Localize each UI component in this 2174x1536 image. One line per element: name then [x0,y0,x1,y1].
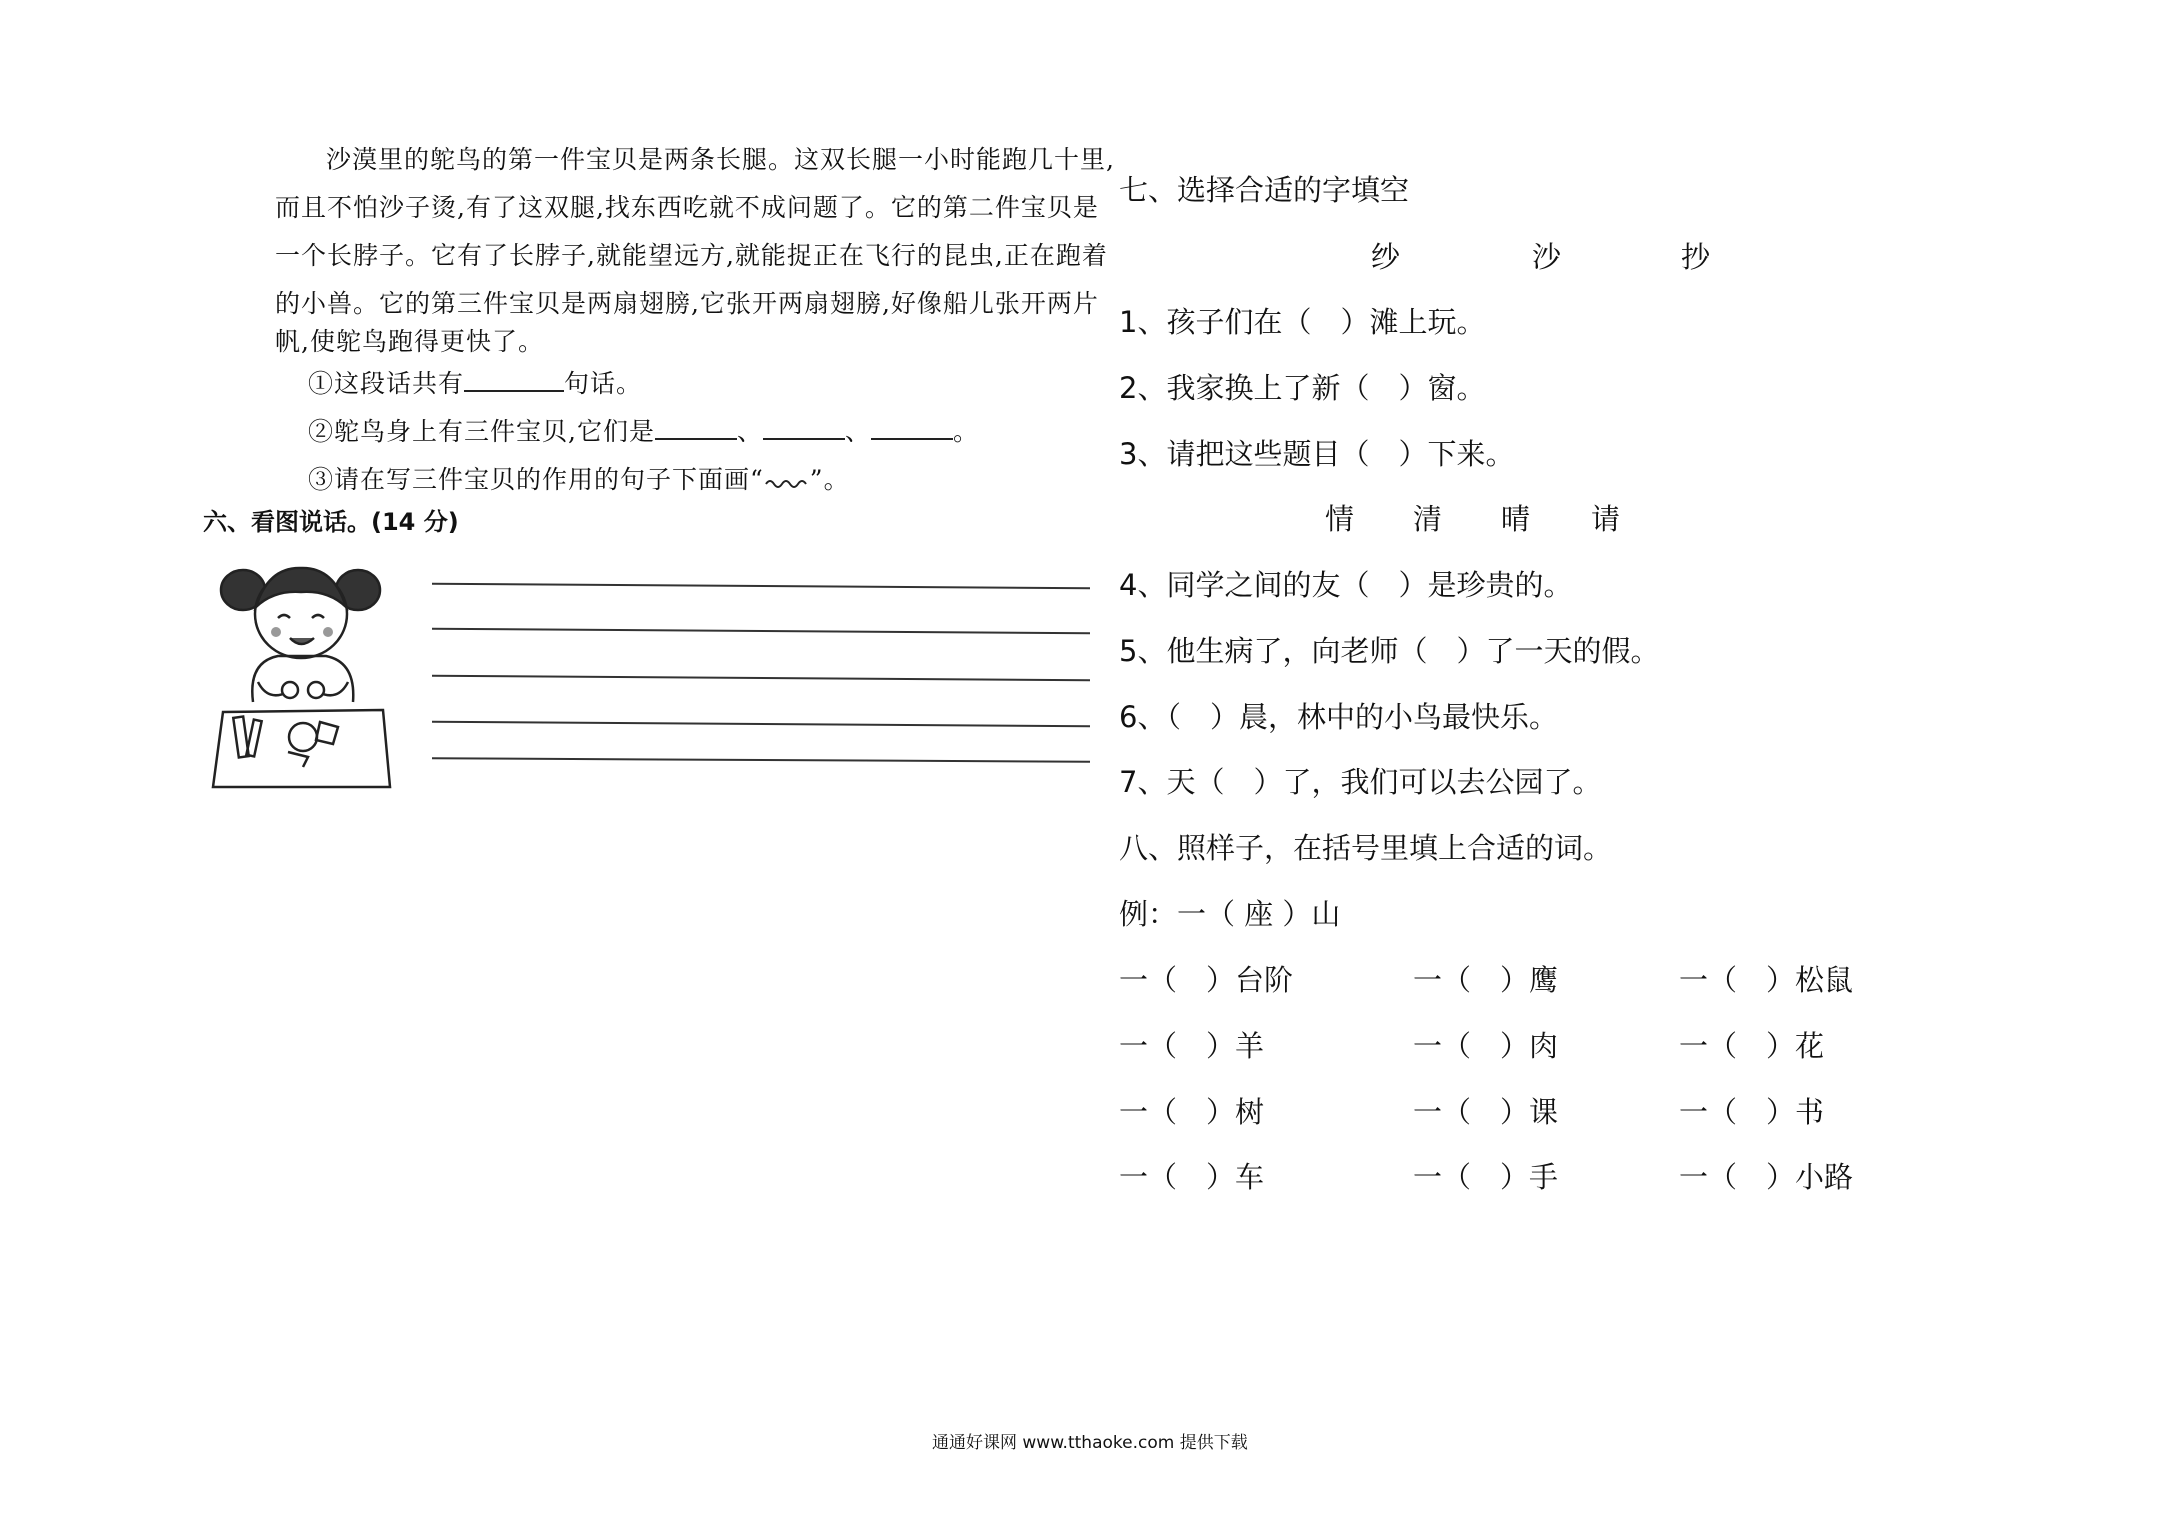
writing-line[interactable] [432,757,1090,762]
question-3 [308,460,850,496]
section7-title: 七、选择合适的字填空 [1119,173,1410,207]
section7-group2-char-2: 清 [1413,502,1443,536]
section8-example: 例：一（ 座 ）山 [1119,897,1341,931]
section7-group2-char-3: 晴 [1501,502,1531,536]
wavy-underline-icon [764,475,810,489]
passage-line-2: 而且不怕沙子烫,有了这双腿,找东西吃就不成问题了。它的第二件宝贝是 [275,193,1099,222]
section7-group1-char-1: 纱 [1371,240,1401,274]
answer-blank[interactable] [871,416,953,440]
question-1 [308,364,642,400]
section6-title: 六、看图说话。(14 分) [203,508,459,536]
section7-group2-char-4: 请 [1591,502,1621,536]
passage-line-5: 帆,使鸵鸟跑得更快了。 [275,327,544,356]
answer-blank[interactable] [464,368,564,392]
writing-line[interactable] [432,628,1090,635]
writing-line[interactable] [432,721,1090,728]
section7-item-2: 2、我家换上了新（ ）窗。 [1119,371,1486,405]
section8-cell: 一（ ）小路 [1679,1160,1854,1194]
section8-cell: 一（ ）羊 [1119,1029,1265,1063]
passage-line-4: 的小兽。它的第三件宝贝是两扇翅膀,它张开两扇翅膀,好像船儿张开两片 [275,289,1099,318]
section7-group2-char-1: 情 [1325,502,1355,536]
section8-cell: 一（ ）树 [1119,1095,1265,1129]
answer-blank[interactable] [655,416,737,440]
section8-cell: 一（ ）手 [1413,1160,1559,1194]
section8-cell: 一（ ）花 [1679,1029,1825,1063]
question-2-end: 。 [952,417,979,446]
girl-drawing-icon [208,552,398,792]
section8-cell: 一（ ）松鼠 [1679,963,1854,997]
section8-cell: 一（ ）肉 [1413,1029,1559,1063]
passage-line-1: 沙漠里的鸵鸟的第一件宝贝是两条长腿。这双长腿一小时能跑几十里, [326,145,1115,174]
section8-cell: 一（ ）台阶 [1119,963,1294,997]
section8-cell: 一（ ）车 [1119,1160,1265,1194]
section7-item-5: 5、他生病了，向老师（ ）了一天的假。 [1119,634,1660,668]
writing-line[interactable] [432,675,1090,682]
section7-item-3: 3、请把这些题目（ ）下来。 [1119,437,1515,471]
section7-item-7: 7、天（ ）了，我们可以去公园了。 [1119,765,1602,799]
question-2-sep-1: 、 [736,417,763,446]
section7-item-6: 6、（ ）晨，林中的小鸟最快乐。 [1119,700,1558,734]
section8-cell: 一（ ）书 [1679,1095,1825,1129]
footer-source: 通通好课网 www.tthaoke.com 提供下载 [932,1433,1248,1453]
question-2 [308,412,979,448]
section7-group1-char-3: 抄 [1681,240,1711,274]
section7-item-1: 1、孩子们在（ ）滩上玩。 [1119,305,1486,339]
section7-group1-char-2: 沙 [1532,240,1562,274]
question-3-prefix: ③请在写三件宝贝的作用的句子下面画“ [308,465,764,494]
question-1-prefix: ①这段话共有 [308,369,465,398]
girl-drawing-illustration [208,552,398,792]
question-1-suffix: 句话。 [564,369,643,398]
question-3-suffix: ”。 [809,465,850,494]
question-2-prefix: ②鸵鸟身上有三件宝贝,它们是 [308,417,655,446]
passage-line-3: 一个长脖子。它有了长脖子,就能望远方,就能捉正在飞行的昆虫,正在跑着 [275,241,1108,270]
question-2-sep-2: 、 [844,417,871,446]
section8-title: 八、照样子，在括号里填上合适的词。 [1119,831,1613,865]
writing-line[interactable] [432,583,1090,590]
section8-cell: 一（ ）课 [1413,1095,1559,1129]
section7-item-4: 4、同学之间的友（ ）是珍贵的。 [1119,568,1573,602]
section8-cell: 一（ ）鹰 [1413,963,1559,997]
answer-blank[interactable] [763,416,845,440]
